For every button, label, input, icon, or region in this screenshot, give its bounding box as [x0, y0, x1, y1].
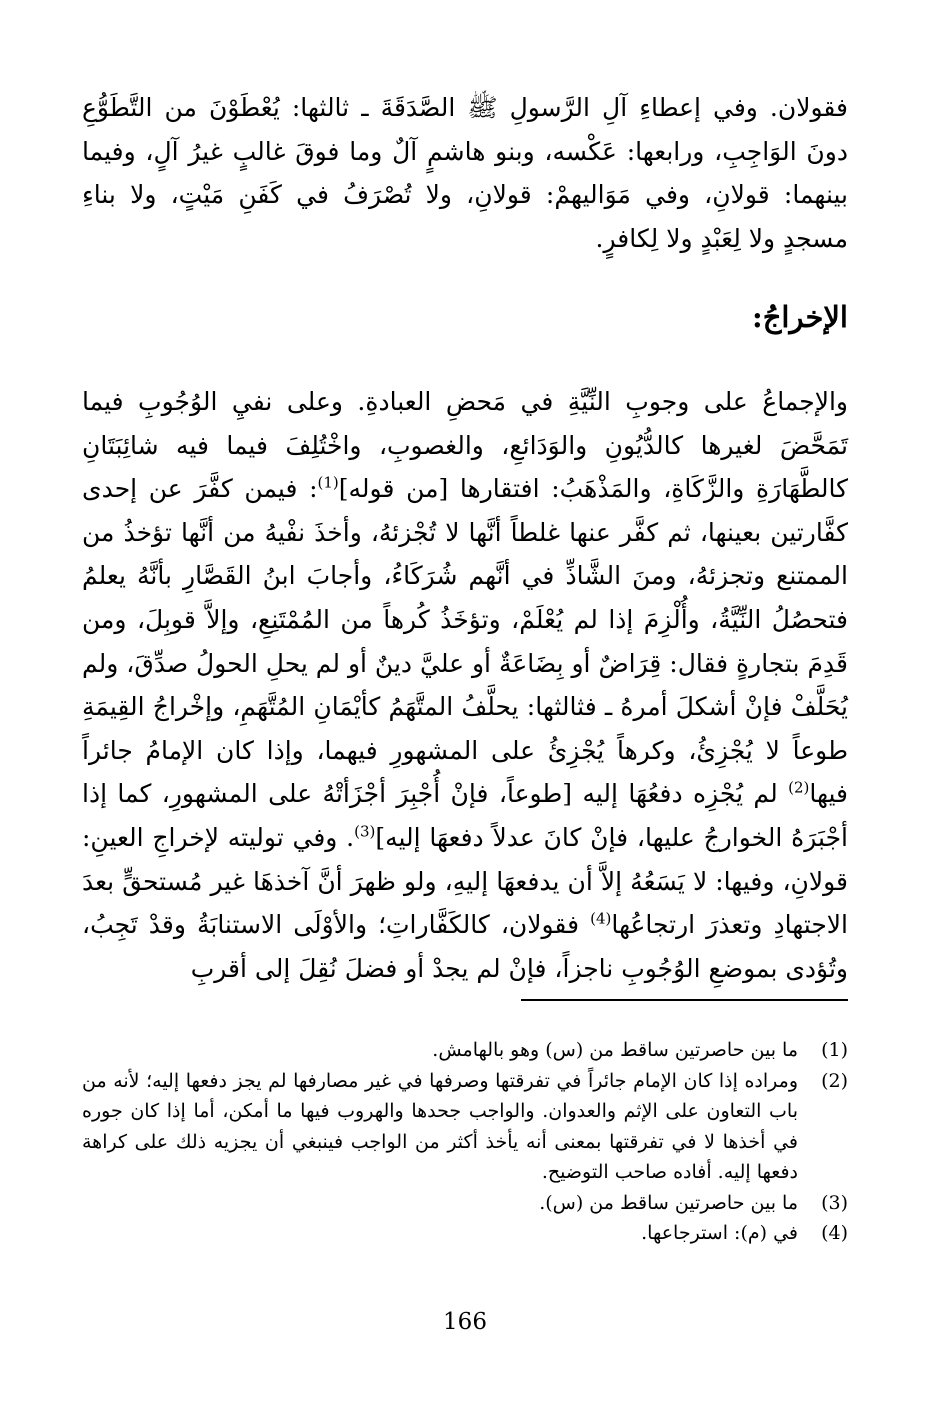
footnote-number: (2): [821, 1069, 848, 1092]
footnote-number: (1): [821, 1039, 848, 1061]
footnote-item: [82, 1066, 848, 1188]
book-page: [82, 0, 848, 1403]
paragraph-text: . وفي توليته لإخراجِ العينِ: قولانِ، وفيها: لا يَسَعُهُ إلاَّ أن يدفعهَا إليهِ، ولو ظهرَ أنَّ آخذهَا غير مُستحقٍّ بعدَ الاجتهادِ وتعذرَ ارتجاعُها: [82, 822, 848, 940]
footnote-item: [82, 1035, 848, 1066]
section-heading: الإخراجُ:: [751, 300, 848, 334]
footnote-text: ما بين حاصرتين ساقط من (س) وهو بالهامش.: [432, 1039, 798, 1061]
paragraph-text: والإجماعُ على وجوبِ النِّيَّةِ في مَحضِ العبادةِ. وعلى نفيِ الوُجُوبِ فيما تَمَحَّضَ لغيرها كالدُّيُونِ والوَدَائعِ، والغصوبِ، واخْتُلِفَ فيما فيه شائِبَتَانِ كالطَّهَارَةِ والزَّكَاةِ، والمَذْهَبُ: افتقارها [من قوله]: [82, 387, 848, 504]
footnote-ref-1: (1): [317, 473, 339, 492]
footnote-ref-4: (4): [590, 909, 612, 928]
footnote-text: ما بين حاصرتين ساقط من (س).: [539, 1191, 798, 1214]
footnote-separator: [521, 999, 848, 1001]
footnote-text: ومراده إذا كان الإمام جائراً في تفرقتها وصرفها في غير مصارفها لم يجز دفعها إليه؛ لأنه من باب التعاون على الإثم والعدوان. والواجب جحدها والهروب فيها ما أمكن، أما إذا كان جوره في أخذها لا في تفرقتها بمعنى أنه يأخذ أكثر من الواجب فينبغي أن يجزيه ذلك على كراهة دفعها إليه. أفاده صاحب التوضيح.: [82, 1069, 798, 1183]
paragraph-text: لم يُجْزِه دفعُهَا إليه [طوعاً، فإنْ أُجْبِرَ أجْزَأتْهُ على المشهورِ، كما إذا أجْبَرَهُ الخوارجُ عليها، فإنْ كانَ عدلاً دفعهَا إليه]: [82, 779, 848, 852]
footnote-text: في (م): استرجاعها.: [641, 1222, 798, 1244]
footnote-number: (3): [821, 1191, 848, 1214]
paragraph-text: فقولان، كالكَفَّاراتِ؛ والأوْلَى الاستنابَةُ وقدْ تَجِبُ، وتُؤدى بموضعِ الوُجُوبِ ناجزاً، فإنْ لم يجدْ أو فضلَ نُقِلَ إلى أقربِ: [82, 910, 848, 983]
footnote-item: [82, 1218, 848, 1249]
paragraph-text: : فيمن كفَّرَ عن إحدى كفَّارتين بعينها، ثم كفَّر عنها غلطاً أنَّها لا تُجْزئهُ، وأخذَ نفْيهُ من أنَّها تؤخذُ من الممتنع وتجزئهُ، ومنَ الشَّاذِّ في أنَّهم شُرَكَاءُ، وأجابَ ابنُ القَصَّارِ بأنَّهُ يعلمُ فتحصُلُ النِّيَّةُ، وأُلْزِمَ إذا لم يُعْلَمْ، وتؤخَذُ كُرهاً من المُمْتَنِعِ، وإلاَّ قوبِلَ، ومن قَدِمَ بتجارةٍ فقال: قِرَاضٌ أو بِضَاعَةٌ أو عليَّ دينٌ أو لم يحلِ الحولُ صدِّقَ، ولم يُحَلَّفْ فإنْ أشكلَ أمرهُ ـ فثالثها: يحلَّفُ المتَّهَمُ كأيْمَانِ المُتَّهَمِ، وإخْراجُ القِيمَةِ طوعاً لا يُجْزِئُ، وكرهاً يُجْزِئُ على المشهورِ فيهما، وإذا كان الإمامُ جائراً فيها: [82, 474, 848, 809]
page-number: 166: [443, 1309, 487, 1335]
footnote-ref-2: (2): [788, 779, 810, 798]
body-paragraph-top: فقولان. وفي إعطاءِ آلِ الرَّسولِ ﷺ الصَّدَقَةَ ـ ثالثها: يُعْطَوْنَ من التَّطَوُّعِ دونَ الوَاجِبِ، ورابعها: عَكْسه، وبنو هاشمٍ آلٌ وما فوقَ غالبٍ غيرُ آلٍ، وفيما بينهما: قولانِ، وفي مَوَاليهمْ: قولانِ، ولا تُصْرَفُ في كَفَنِ مَيْتٍ، ولا بناءِ مسجدٍ ولا لِعَبْدٍ ولا لِكافرٍ.: [82, 93, 848, 253]
footnote-number: (4): [821, 1222, 848, 1244]
footnotes-list: [82, 1035, 848, 1249]
footnote-item: [82, 1188, 848, 1219]
body-paragraph-main: [82, 380, 848, 990]
footnote-ref-3: (3): [354, 822, 376, 841]
